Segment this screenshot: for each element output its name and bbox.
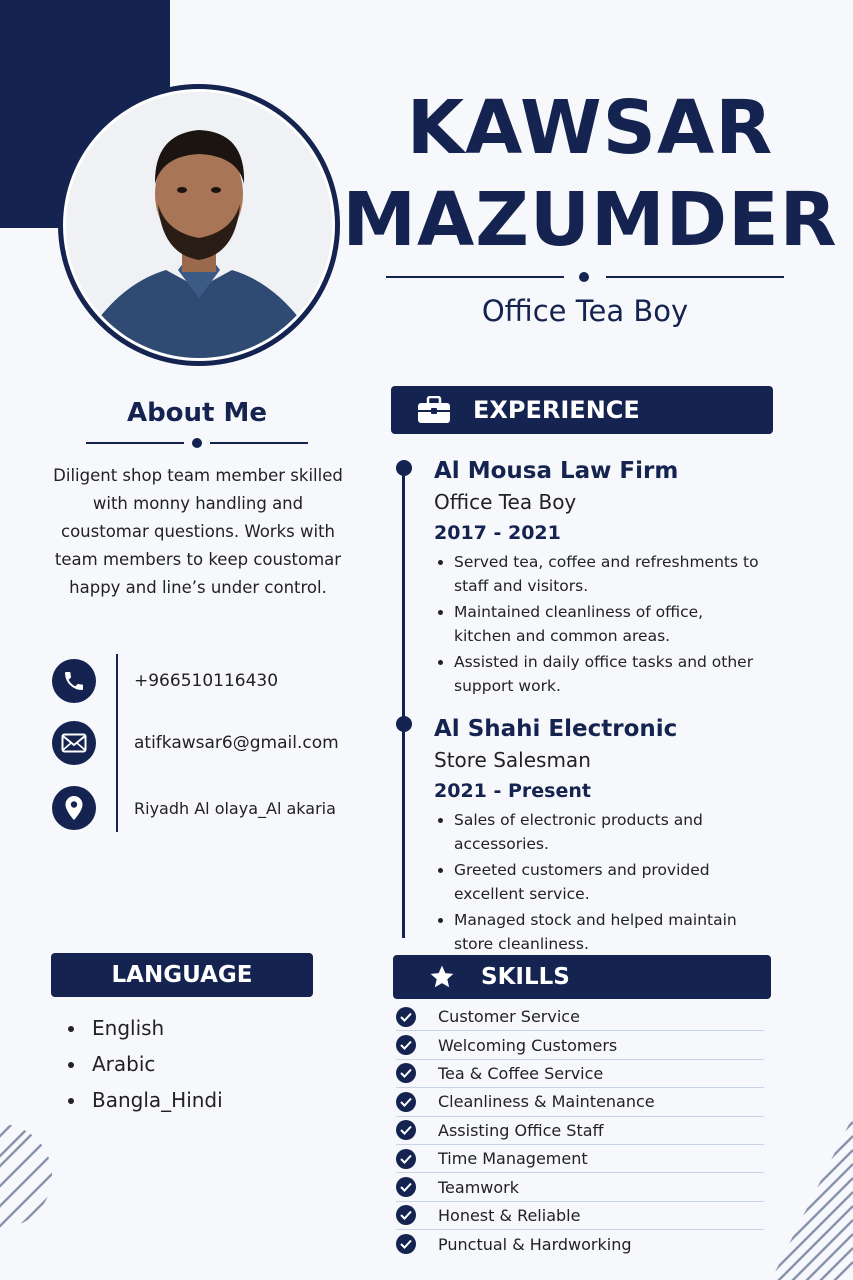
about-heading: About Me [126,398,268,428]
job-duties [434,808,764,956]
job-years: 2021 - Present [434,780,591,802]
duty-item: Assisted in daily office tasks and other support work. [434,650,764,698]
skill-item [396,1117,764,1145]
skill-item [396,1060,764,1088]
check-icon [396,1149,416,1169]
striped-triangle-decoration [771,1116,853,1280]
check-icon [396,1120,416,1140]
skill-item [396,1031,764,1059]
duty-item: Sales of electronic products and accessories. [434,808,764,856]
duty-item: Served tea, coffee and refreshments to staff and visitors. [434,550,764,598]
language-list [66,1010,223,1118]
skill-label: Welcoming Customers [438,1035,618,1055]
check-icon [396,1234,416,1254]
about-divider [86,437,308,449]
striped-circle-decoration [0,1116,52,1236]
contact-location [52,785,336,831]
job-title: Office Tea Boy [481,294,689,328]
skill-label: Assisting Office Staff [438,1120,604,1140]
address: Riyadh Al olaya_Al akaria [134,798,336,818]
briefcase-icon [417,396,451,424]
profile-photo [66,92,332,358]
skill-label: Teamwork [438,1177,520,1197]
skill-label: Punctual & Hardworking [438,1234,632,1254]
timeline-dot [396,716,412,732]
skills-header [393,955,771,999]
duty-item: Greeted customers and provided excellent service. [434,858,764,906]
skill-item [396,1173,764,1201]
phone-number[interactable]: +966510116430 [134,671,279,691]
job-entry-1 [434,456,764,700]
check-icon [396,1177,416,1197]
contact-divider [116,654,118,832]
skill-label: Honest & Reliable [438,1205,581,1225]
language-item: English [66,1010,223,1046]
language-item: Arabic [66,1046,223,1082]
experience-title: EXPERIENCE [473,396,640,424]
timeline-line [402,466,405,938]
language-header [51,953,313,997]
location-icon [52,786,96,830]
language-title: LANGUAGE [111,962,253,988]
job-role: Office Tea Boy [434,490,577,514]
phone-icon [52,659,96,703]
check-icon [396,1063,416,1083]
skill-item [396,1202,764,1230]
duty-item: Maintained cleanliness of office, kitchen and common areas. [434,600,764,648]
check-icon [396,1205,416,1225]
job-duties [434,550,764,698]
star-icon [429,964,455,990]
skill-label: Customer Service [438,1007,580,1027]
about-text: Diligent shop team member skilled with monny handling and coustomar questions. Works with team members to keep coustomar happy and line’s under control. [53,466,343,597]
job-role: Store Salesman [434,748,591,772]
skills-title: SKILLS [481,964,570,990]
experience-header [391,386,773,434]
contact-email [52,720,339,766]
job-company: Al Shahi Electronic [434,716,678,742]
first-name: KAWSAR [406,85,774,171]
name-divider [386,270,784,284]
job-years: 2017 - 2021 [434,522,561,544]
skill-item [396,1230,764,1258]
check-icon [396,1092,416,1112]
last-name: MAZUMDER [342,177,838,263]
timeline-dot [396,460,412,476]
job-entry-2 [434,714,764,958]
skill-item [396,1088,764,1116]
mail-icon [52,721,96,765]
language-item: Bangla_Hindi [66,1082,223,1118]
skill-label: Cleanliness & Maintenance [438,1092,655,1112]
contact-phone [52,658,279,704]
email-address[interactable]: atifkawsar6@gmail.com [134,733,339,753]
skill-label: Time Management [438,1149,588,1169]
skill-item [396,1145,764,1173]
check-icon [396,1035,416,1055]
skill-label: Tea & Coffee Service [438,1063,604,1083]
skill-item [396,1003,764,1031]
skills-list [396,1003,764,1259]
check-icon [396,1007,416,1027]
duty-item: Managed stock and helped maintain store cleanliness. [434,908,764,956]
name-block [340,82,840,266]
job-company: Al Mousa Law Firm [434,458,679,484]
